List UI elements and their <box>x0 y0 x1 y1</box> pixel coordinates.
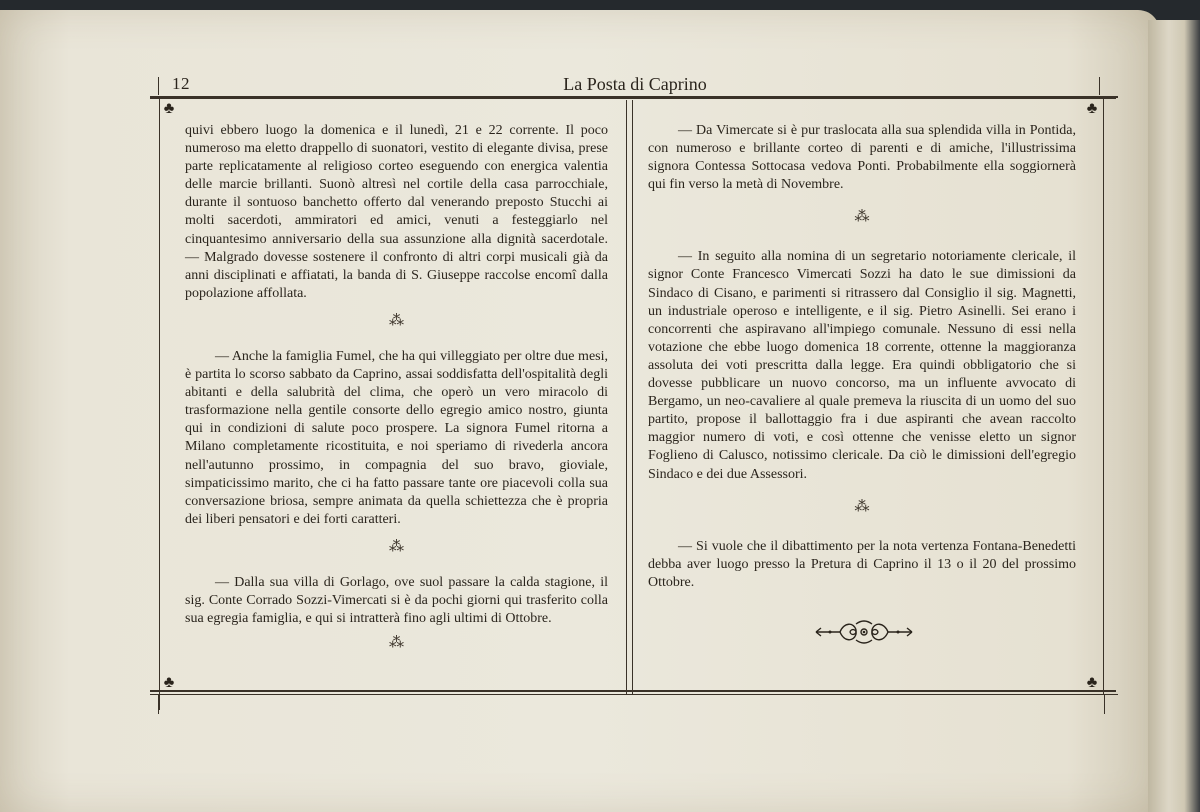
column-divider-right <box>632 100 633 694</box>
column-divider-left <box>626 100 627 694</box>
page-edge-stack <box>1148 20 1200 812</box>
right-column <box>648 122 1076 592</box>
article-paragraph: — Dalla sua villa di Gorlago, ove suol passare la calda stagione, il sig. Conte Corrado Sozzi-Vimercati si è da pochi giorni qui trasferito colla sua egregia famiglia, e qui si intratterà fino agli ultimi di Ottobre. <box>185 574 608 627</box>
article-paragraph: — In seguito alla nomina di un segretario notoriamente clericale, il signor Conte Francesco Vimercati Sozzi ha dato le sue dimissioni da Sindaco di Cisano, e parimenti si ritrassero dal Consiglio il sig. Magnetti, un industriale operoso e intelligente, e il sig. Pietro Asinelli. Sei erano i concorrenti che aspiravano all'impiego comunale. Nessuno di essi nella votazione che ebbe luogo domenica 18 corrente, ottenne la maggioranza assoluta dei voti prescritta dalla legge. Era quindi obbligatorio che si dovesse pubblicare un nuovo concorso, ma un influente avvocato di Bergamo, un neo-cavaliere al quale premeva la riuscita di un uomo del suo partito, propose il ballottaggio fra i due aspiranti che avean raccolto maggior numero di voti, e così ottenne che venisse eletto un signor Foglieno di Calusco, notissimo clericale. Da ciò le dimissioni dell'egregio Sindaco e dei due Assessori. <box>648 249 1076 482</box>
section-separator-icon: ⁂ <box>389 538 404 555</box>
bottom-tick-right <box>1104 694 1105 714</box>
section-separator-icon: ⁂ <box>854 209 870 226</box>
frame-bottom-rule <box>150 690 1116 692</box>
article-paragraph: — Anche la famiglia Fumel, che ha qui villeggiato per oltre due mesi, è partita lo scorso sabbato da Caprino, assai soddisfatta dell'ospitalità degli abitanti e della salubrità del clima, che operò un vero miracolo di trasformazione nella gentile consorte dello egregio amico nostro, giunta qui in condizioni di salute poco prospere. La signora Fumel ritorna a Milano completamente ricostituita, e noi speriamo di rivederla ancora nell'autunno prossimo, in compagnia del suo bravo, gioviale, simpaticissimo marito, che ci ha fatto passare tante ore piacevoli colla sua conversazione briosa, sempre animata da quella schiettezza che è propria dei liberi pensatori e dei forti caratteri. <box>185 348 608 527</box>
frame-right-rule <box>1103 98 1104 694</box>
bottom-rule <box>150 694 1118 695</box>
frame-top-rule <box>150 98 1116 99</box>
left-column <box>185 122 608 652</box>
article-paragraph: quivi ebbero luogo la domenica e il lunedì, 21 e 22 corrente. Il poco numeroso ma eletto drappello di suonatori, vestito di elegante divisa, prese parte replicatamente al religioso corteo eseguendo con energica valentia delle marcie brillanti. Suonò altresì nel cortile della casa parrocchiale, durante il sontuoso banchetto offerto dal venerando preposto Stucchi ai molti sacerdoti, ammiratori ed amici, venuti a festeggiarlo nel cinquantesimo anniversario della sua assunzione alla dignità sacerdotale. — Malgrado dovesse sostenere il confronto di altri corpi musicali già da anni disciplinati e affiatati, la banda di S. Giuseppe raccolse encomî dalla popolazione affollata. <box>185 123 608 301</box>
corner-ornament-icon: ♣ <box>1086 100 1098 117</box>
section-separator-icon: ⁂ <box>854 498 870 515</box>
section-separator-icon: ⁂ <box>389 635 404 652</box>
tailpiece-ornament-icon <box>812 618 916 646</box>
frame-left-rule <box>159 98 160 710</box>
section-separator-icon: ⁂ <box>389 312 404 329</box>
running-title: La Posta di Caprino <box>563 74 707 94</box>
page-number: 12 <box>172 74 190 93</box>
corner-ornament-icon: ♣ <box>163 100 175 117</box>
corner-ornament-icon: ♣ <box>163 674 175 691</box>
article-paragraph: — Si vuole che il dibattimento per la nota vertenza Fontana-Benedetti debba aver luogo presso la Pretura di Caprino il 13 o il 20 del prossimo Ottobre. <box>648 538 1076 590</box>
corner-ornament-icon: ♣ <box>1086 674 1098 691</box>
article-paragraph: — Da Vimercate si è pur traslocata alla sua splendida villa in Pontida, con numeroso e brillante corteo di parenti e di amiche, l'illustrissima signora Contessa Sottocasa vedova Ponti. Probabilmente ella soggiornerà qui fin verso la metà di Novembre. <box>648 123 1076 193</box>
bottom-tick-left <box>158 694 159 714</box>
